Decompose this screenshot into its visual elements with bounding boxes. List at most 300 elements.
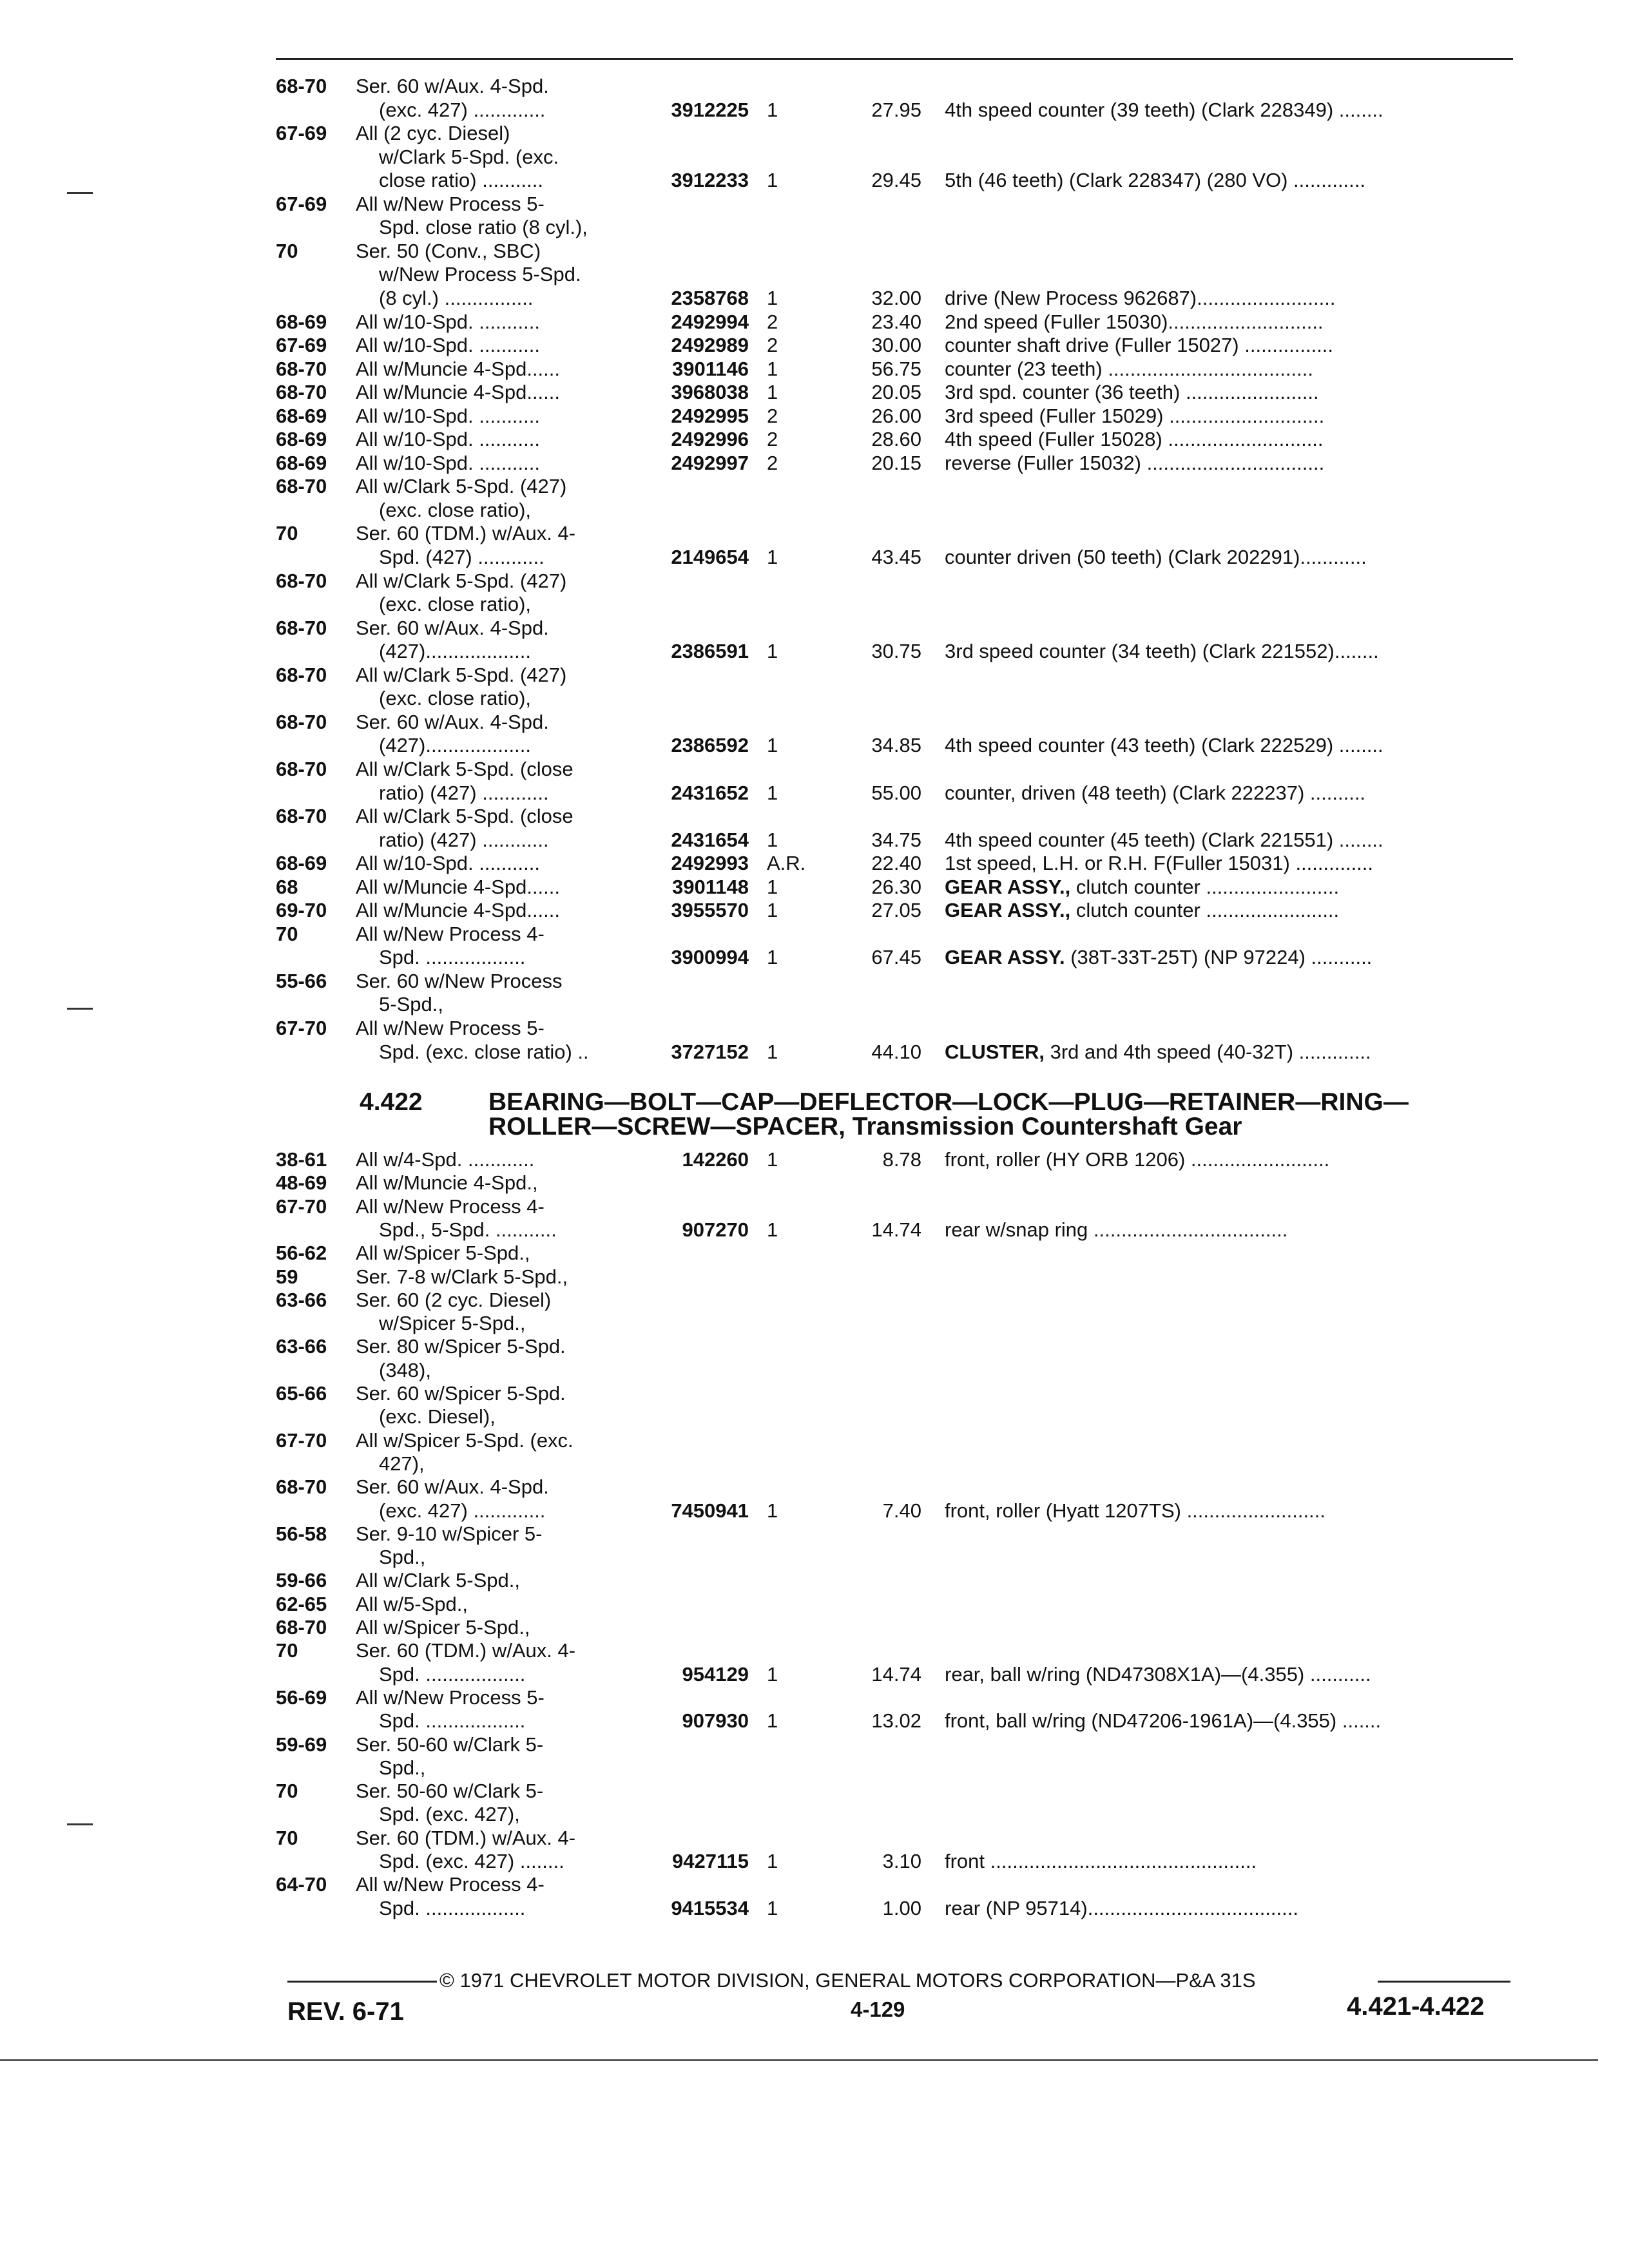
application: All w/New Process 5- (356, 1686, 545, 1709)
table-row (0, 1382, 1629, 1405)
application: w/Spicer 5-Spd., (379, 1312, 526, 1335)
description-text: (38T-33T-25T) (NP 97224) ........... (1065, 946, 1373, 969)
price: 34.85 (871, 734, 921, 757)
description (945, 1850, 1512, 1873)
price: 26.30 (871, 875, 921, 898)
model-year: 68-70 (276, 1475, 327, 1499)
table-row (0, 993, 1629, 1016)
application: Ser. 50-60 w/Clark 5- (356, 1733, 544, 1756)
description-text: rear (NP 95714)...................................... (945, 1896, 1298, 1919)
application: All w/Spicer 5-Spd., (356, 1242, 530, 1265)
application: Spd. (427) ............ (379, 546, 545, 568)
part-number: 3727152 (671, 1040, 749, 1063)
description-text: 4th speed (Fuller 15028) ............................ (945, 428, 1324, 451)
part-number: 954129 (682, 1662, 749, 1686)
model-year: 68-70 (276, 616, 327, 639)
table-row (0, 75, 1629, 98)
table-row (0, 99, 1629, 122)
model-year: 55-66 (276, 969, 327, 992)
model-year: 63-66 (276, 1288, 327, 1311)
description (945, 1041, 1512, 1064)
table-row (0, 1709, 1629, 1733)
model-year: 67-70 (276, 1017, 327, 1039)
application: Ser. 60 (TDM.) w/Aux. 4- (356, 1826, 576, 1849)
description-text: 4th speed counter (39 teeth) (Clark 228349) ........ (945, 98, 1383, 121)
part-number: 907930 (682, 1709, 749, 1733)
description (945, 782, 1512, 805)
description (945, 946, 1512, 969)
application: All w/10-Spd. ........... (356, 428, 540, 451)
description-text: front, ball w/ring (ND47206-1961A)—(4.355) ....... (945, 1709, 1382, 1733)
table-row (0, 546, 1629, 569)
application: Spd. (exc. 427), (379, 1803, 520, 1826)
application: All w/Spicer 5-Spd. (exc. (356, 1428, 574, 1452)
quantity: 1 (767, 1218, 778, 1241)
application: All w/New Process 5- (356, 1017, 545, 1039)
model-year: 68-70 (276, 1616, 327, 1639)
part-number: 3968038 (671, 381, 749, 404)
application: Spd., (379, 1756, 426, 1779)
part-number: 9427115 (672, 1850, 749, 1872)
quantity: 1 (767, 781, 778, 804)
application: (exc. Diesel), (379, 1405, 496, 1428)
table-row (0, 1041, 1629, 1064)
description (945, 99, 1512, 122)
price: 26.00 (871, 404, 921, 427)
quantity: 2 (767, 310, 778, 333)
table-row (0, 287, 1629, 310)
part-number: 3901146 (672, 357, 749, 380)
application: (exc. close ratio), (379, 498, 532, 521)
application: All w/New Process 4- (356, 922, 545, 945)
quantity: 1 (767, 875, 778, 898)
model-year: 59-69 (276, 1733, 327, 1756)
description-text: front, roller (Hyatt 1207TS) ......................... (945, 1499, 1325, 1522)
model-year: 68-69 (276, 451, 327, 474)
quantity: 1 (767, 640, 778, 663)
price: 67.45 (871, 946, 921, 969)
page-number: 4-129 (851, 1997, 905, 2021)
part-number: 907270 (682, 1218, 749, 1241)
model-year: 68-70 (276, 569, 327, 592)
description (945, 876, 1512, 899)
part-number: 2492994 (671, 310, 749, 333)
price: 20.15 (871, 451, 921, 474)
table-row (0, 1289, 1629, 1312)
table-row (0, 782, 1629, 805)
table-row (0, 1873, 1629, 1896)
table-row (0, 1265, 1629, 1289)
application: All w/New Process 5- (356, 192, 545, 215)
table-row (0, 193, 1629, 216)
application: All w/10-Spd. ........... (356, 334, 540, 357)
revision-label: REV. 6-71 (287, 1997, 404, 2026)
description (945, 640, 1512, 663)
table-row (0, 1803, 1629, 1826)
model-year: 68-69 (276, 404, 327, 427)
quantity: 1 (767, 1662, 778, 1686)
table-row (0, 311, 1629, 334)
application: w/New Process 5-Spd. (379, 263, 581, 286)
footer-copyright: © 1971 CHEVROLET MOTOR DIVISION, GENERAL MOTORS CORPORATION—P&A 31S (439, 1969, 1256, 1992)
model-year: 56-62 (276, 1242, 327, 1265)
table-row (0, 381, 1629, 404)
description (945, 829, 1512, 852)
application: All w/New Process 4- (356, 1195, 545, 1218)
description-text: 4th speed counter (45 teeth) (Clark 221551) ........ (945, 828, 1383, 851)
quantity: 1 (767, 1709, 778, 1733)
part-number: 2492995 (671, 404, 749, 427)
application: All w/Clark 5-Spd. (427) (356, 475, 567, 498)
price: 30.00 (871, 334, 921, 357)
description-text: drive (New Process 962687)......................... (945, 286, 1336, 309)
model-year: 70 (276, 239, 298, 262)
model-year: 56-69 (276, 1686, 327, 1709)
table-row (0, 216, 1629, 239)
part-number: 142260 (682, 1148, 749, 1171)
price: 30.75 (871, 640, 921, 663)
application: Ser. 7-8 w/Clark 5-Spd., (356, 1265, 568, 1288)
description-text: clutch counter ........................ (1070, 899, 1340, 922)
application: Ser. 60 (TDM.) w/Aux. 4- (356, 522, 576, 545)
part-number: 3955570 (671, 899, 749, 922)
description (945, 311, 1512, 334)
model-year: 68-69 (276, 428, 327, 451)
price: 27.05 (871, 899, 921, 922)
description (945, 546, 1512, 569)
model-year: 68-70 (276, 381, 327, 404)
top-rule (276, 58, 1513, 60)
model-year: 48-69 (276, 1171, 327, 1195)
description-text: clutch counter ........................ (1070, 875, 1340, 898)
application: Spd. (exc. close ratio) .. (379, 1040, 589, 1063)
price: 56.75 (871, 357, 921, 380)
application: Ser. 60 (2 cyc. Diesel) (356, 1288, 552, 1311)
part-number: 2492996 (671, 428, 749, 451)
application: (exc. close ratio), (379, 687, 532, 710)
table-row (0, 946, 1629, 969)
description-text: 1st speed, L.H. or R.H. F(Fuller 15031) .............. (945, 852, 1374, 875)
model-year: 68 (276, 875, 298, 898)
model-year: 67-69 (276, 192, 327, 215)
part-number: 9415534 (671, 1896, 749, 1919)
model-year: 65-66 (276, 1382, 327, 1405)
model-year: 68-70 (276, 805, 327, 828)
table-row (0, 923, 1629, 946)
table-row (0, 829, 1629, 852)
table-row (0, 475, 1629, 498)
table-row (0, 1359, 1629, 1382)
application: Ser. 50-60 w/Clark 5- (356, 1780, 544, 1803)
description (945, 1897, 1512, 1920)
description-bold: GEAR ASSY., (945, 899, 1071, 922)
application: Spd. close ratio (8 cyl.), (379, 216, 588, 239)
description (945, 452, 1512, 475)
application: (exc. 427) ............. (379, 98, 546, 121)
footer-rule-right (1378, 1981, 1510, 1983)
application: All w/Muncie 4-Spd...... (356, 875, 561, 898)
table-row (0, 970, 1629, 993)
quantity: 1 (767, 357, 778, 380)
table-row (0, 263, 1629, 286)
section-title-bold: ROLLER—SCREW—SPACER, (488, 1113, 845, 1140)
quantity: 1 (767, 828, 778, 851)
model-year: 70 (276, 922, 298, 945)
application: All w/10-Spd. ........... (356, 451, 540, 474)
quantity: 1 (767, 381, 778, 404)
description-bold: GEAR ASSY. (945, 946, 1065, 969)
table-row (0, 1148, 1629, 1171)
table-row (0, 876, 1629, 899)
model-year: 68-70 (276, 357, 327, 380)
description-text: counter, driven (48 teeth) (Clark 222237) .......... (945, 781, 1366, 804)
description (945, 734, 1512, 757)
application: Ser. 60 (TDM.) w/Aux. 4- (356, 1639, 576, 1662)
model-year: 67-70 (276, 1428, 327, 1452)
model-year: 68-69 (276, 310, 327, 333)
description-text: reverse (Fuller 15032) ................................ (945, 451, 1325, 474)
model-year: 63-66 (276, 1335, 327, 1358)
application: All w/Spicer 5-Spd., (356, 1616, 530, 1639)
part-number: 3912233 (671, 169, 749, 192)
table-row (0, 1733, 1629, 1756)
table-row (0, 1499, 1629, 1523)
table-row (0, 1569, 1629, 1592)
application: All w/Clark 5-Spd., (356, 1569, 520, 1592)
model-year: 68-69 (276, 852, 327, 875)
price: 7.40 (882, 1499, 921, 1522)
description-text: 5th (46 teeth) (Clark 228347) (280 VO) ............. (945, 169, 1366, 192)
description-text: 3rd speed (Fuller 15029) ............................ (945, 404, 1325, 427)
price: 14.74 (871, 1218, 921, 1241)
part-number: 2386591 (671, 640, 749, 663)
table-row (0, 640, 1629, 663)
table-row (0, 1897, 1629, 1920)
price: 8.78 (882, 1148, 921, 1171)
application: All w/Clark 5-Spd. (427) (356, 663, 567, 686)
part-number: 3900994 (671, 946, 749, 969)
quantity: 2 (767, 334, 778, 357)
table-row (0, 852, 1629, 875)
application: Spd. .................. (379, 1896, 526, 1919)
model-year: 64-70 (276, 1873, 327, 1896)
part-number: 3901148 (672, 875, 749, 898)
part-number: 2386592 (671, 734, 749, 757)
application: All (2 cyc. Diesel) (356, 122, 510, 145)
description (945, 405, 1512, 428)
table-row (0, 334, 1629, 357)
table-row (0, 1429, 1629, 1452)
table-row (0, 1242, 1629, 1265)
part-number: 2358768 (671, 286, 749, 309)
table-row (0, 1335, 1629, 1358)
application: (427)................... (379, 640, 532, 663)
description (945, 1663, 1512, 1686)
model-year: 59 (276, 1265, 298, 1288)
quantity: 1 (767, 1850, 778, 1872)
description-text: front ................................................ (945, 1850, 1257, 1872)
table-row (0, 1827, 1629, 1850)
section-title-line1: BEARING—BOLT—CAP—DEFLECTOR—LOCK—PLUG—RETAINER—RING— (488, 1088, 1409, 1116)
model-year: 67-70 (276, 1195, 327, 1218)
application: (exc. close ratio), (379, 593, 532, 616)
group-range: 4.421-4.422 (1347, 1992, 1485, 2021)
table-row (0, 1405, 1629, 1428)
application: Spd. .................. (379, 1662, 526, 1686)
part-number: 2492989 (671, 334, 749, 357)
price: 27.95 (871, 98, 921, 121)
application: All w/New Process 4- (356, 1873, 545, 1896)
table-row (0, 452, 1629, 475)
application: Ser. 60 w/Aux. 4-Spd. (356, 710, 549, 733)
table-row (0, 1195, 1629, 1218)
price: 22.40 (871, 852, 921, 875)
application: All w/5-Spd., (356, 1592, 468, 1615)
price: 14.74 (871, 1662, 921, 1686)
part-number: 2492997 (671, 451, 749, 474)
part-number: 2431654 (671, 828, 749, 851)
description (945, 1499, 1512, 1523)
application: 427), (379, 1452, 425, 1475)
table-row (0, 1616, 1629, 1639)
table-row (0, 1639, 1629, 1662)
application: Spd. .................. (379, 946, 526, 969)
application: All w/Muncie 4-Spd...... (356, 357, 561, 380)
part-number: 3912225 (671, 98, 749, 121)
model-year: 68-70 (276, 757, 327, 780)
price: 1.00 (882, 1896, 921, 1919)
quantity: 1 (767, 1148, 778, 1171)
part-number: 2149654 (671, 546, 749, 568)
application: (8 cyl.) ................ (379, 286, 534, 309)
quantity: 1 (767, 946, 778, 969)
bottom-rule (0, 2059, 1598, 2061)
table-row (0, 1663, 1629, 1686)
application: All w/10-Spd. ........... (356, 404, 540, 427)
model-year: 69-70 (276, 899, 327, 922)
model-year: 68-70 (276, 75, 327, 97)
description (945, 1709, 1512, 1733)
quantity: 1 (767, 546, 778, 568)
table-row (0, 1780, 1629, 1803)
description (945, 1148, 1512, 1171)
table-row (0, 428, 1629, 451)
model-year: 67-69 (276, 334, 327, 357)
table-row (0, 146, 1629, 169)
table-row (0, 122, 1629, 145)
price: 44.10 (871, 1040, 921, 1063)
application: 5-Spd., (379, 993, 443, 1016)
model-year: 68-70 (276, 475, 327, 498)
application: All w/10-Spd. ........... (356, 852, 540, 875)
quantity: 1 (767, 734, 778, 757)
price: 29.45 (871, 169, 921, 192)
quantity: 1 (767, 286, 778, 309)
table-row (0, 805, 1629, 828)
price: 55.00 (871, 781, 921, 804)
description-text: 4th speed counter (43 teeth) (Clark 222529) ........ (945, 734, 1383, 757)
description-text: rear, ball w/ring (ND47308X1A)—(4.355) ........... (945, 1662, 1371, 1686)
description (945, 287, 1512, 310)
table-row (0, 1523, 1629, 1546)
table-row (0, 570, 1629, 593)
section-number: 4.422 (360, 1088, 423, 1116)
quantity: 1 (767, 169, 778, 192)
table-row (0, 1546, 1629, 1569)
application: (exc. 427) ............. (379, 1499, 546, 1522)
table-row (0, 899, 1629, 922)
table-row (0, 405, 1629, 428)
model-year: 68-70 (276, 663, 327, 686)
application: All w/Clark 5-Spd. (close (356, 805, 574, 828)
application: Ser. 60 w/Aux. 4-Spd. (356, 1475, 549, 1499)
description-bold: CLUSTER, (945, 1040, 1045, 1063)
part-number: 7450941 (671, 1499, 749, 1522)
table-row (0, 1218, 1629, 1242)
quantity: 1 (767, 1499, 778, 1522)
table-row (0, 1475, 1629, 1499)
model-year: 59-66 (276, 1569, 327, 1592)
description-text: 2nd speed (Fuller 15030)............................ (945, 310, 1324, 333)
price: 43.45 (871, 546, 921, 568)
description (945, 381, 1512, 404)
application: Ser. 60 w/Aux. 4-Spd. (356, 75, 549, 97)
description (945, 169, 1512, 192)
description-bold: GEAR ASSY., (945, 875, 1071, 898)
application: (427)................... (379, 734, 532, 757)
table-row (0, 240, 1629, 263)
application: All w/Muncie 4-Spd., (356, 1171, 538, 1195)
application: ratio) (427) ............ (379, 781, 549, 804)
quantity: 1 (767, 1896, 778, 1919)
application: All w/Clark 5-Spd. (427) (356, 569, 567, 592)
application: All w/Muncie 4-Spd...... (356, 899, 561, 922)
table-row (0, 664, 1629, 687)
part-number: 2492993 (671, 852, 749, 875)
footer-rule-left (287, 1981, 437, 1983)
table-row (0, 1452, 1629, 1475)
price: 34.75 (871, 828, 921, 851)
table-row (0, 687, 1629, 710)
price: 20.05 (871, 381, 921, 404)
description-text: 3rd and 4th speed (40-32T) ............. (1045, 1040, 1371, 1063)
section-title-rest: Transmission Countershaft Gear (845, 1113, 1242, 1140)
model-year: 56-58 (276, 1522, 327, 1545)
model-year: 62-65 (276, 1592, 327, 1615)
description-text: counter (23 teeth) ..................................... (945, 357, 1313, 380)
table-row (0, 1312, 1629, 1335)
price: 13.02 (871, 1709, 921, 1733)
application: All w/10-Spd. ........... (356, 310, 540, 333)
quantity: 2 (767, 451, 778, 474)
table-row (0, 522, 1629, 545)
table-row (0, 1171, 1629, 1195)
application: (348), (379, 1358, 431, 1381)
application: Spd. .................. (379, 1709, 526, 1733)
description (945, 1218, 1512, 1242)
price: 3.10 (882, 1850, 921, 1872)
table-row (0, 1756, 1629, 1780)
quantity: 1 (767, 1040, 778, 1063)
description-text: counter shaft drive (Fuller 15027) ................ (945, 334, 1334, 357)
description-text: rear w/snap ring ................................... (945, 1218, 1288, 1241)
application: Ser. 9-10 w/Spicer 5- (356, 1522, 543, 1545)
model-year: 38-61 (276, 1148, 327, 1171)
quantity: 1 (767, 899, 778, 922)
quantity: 2 (767, 428, 778, 451)
price: 32.00 (871, 286, 921, 309)
table-row (0, 169, 1629, 192)
